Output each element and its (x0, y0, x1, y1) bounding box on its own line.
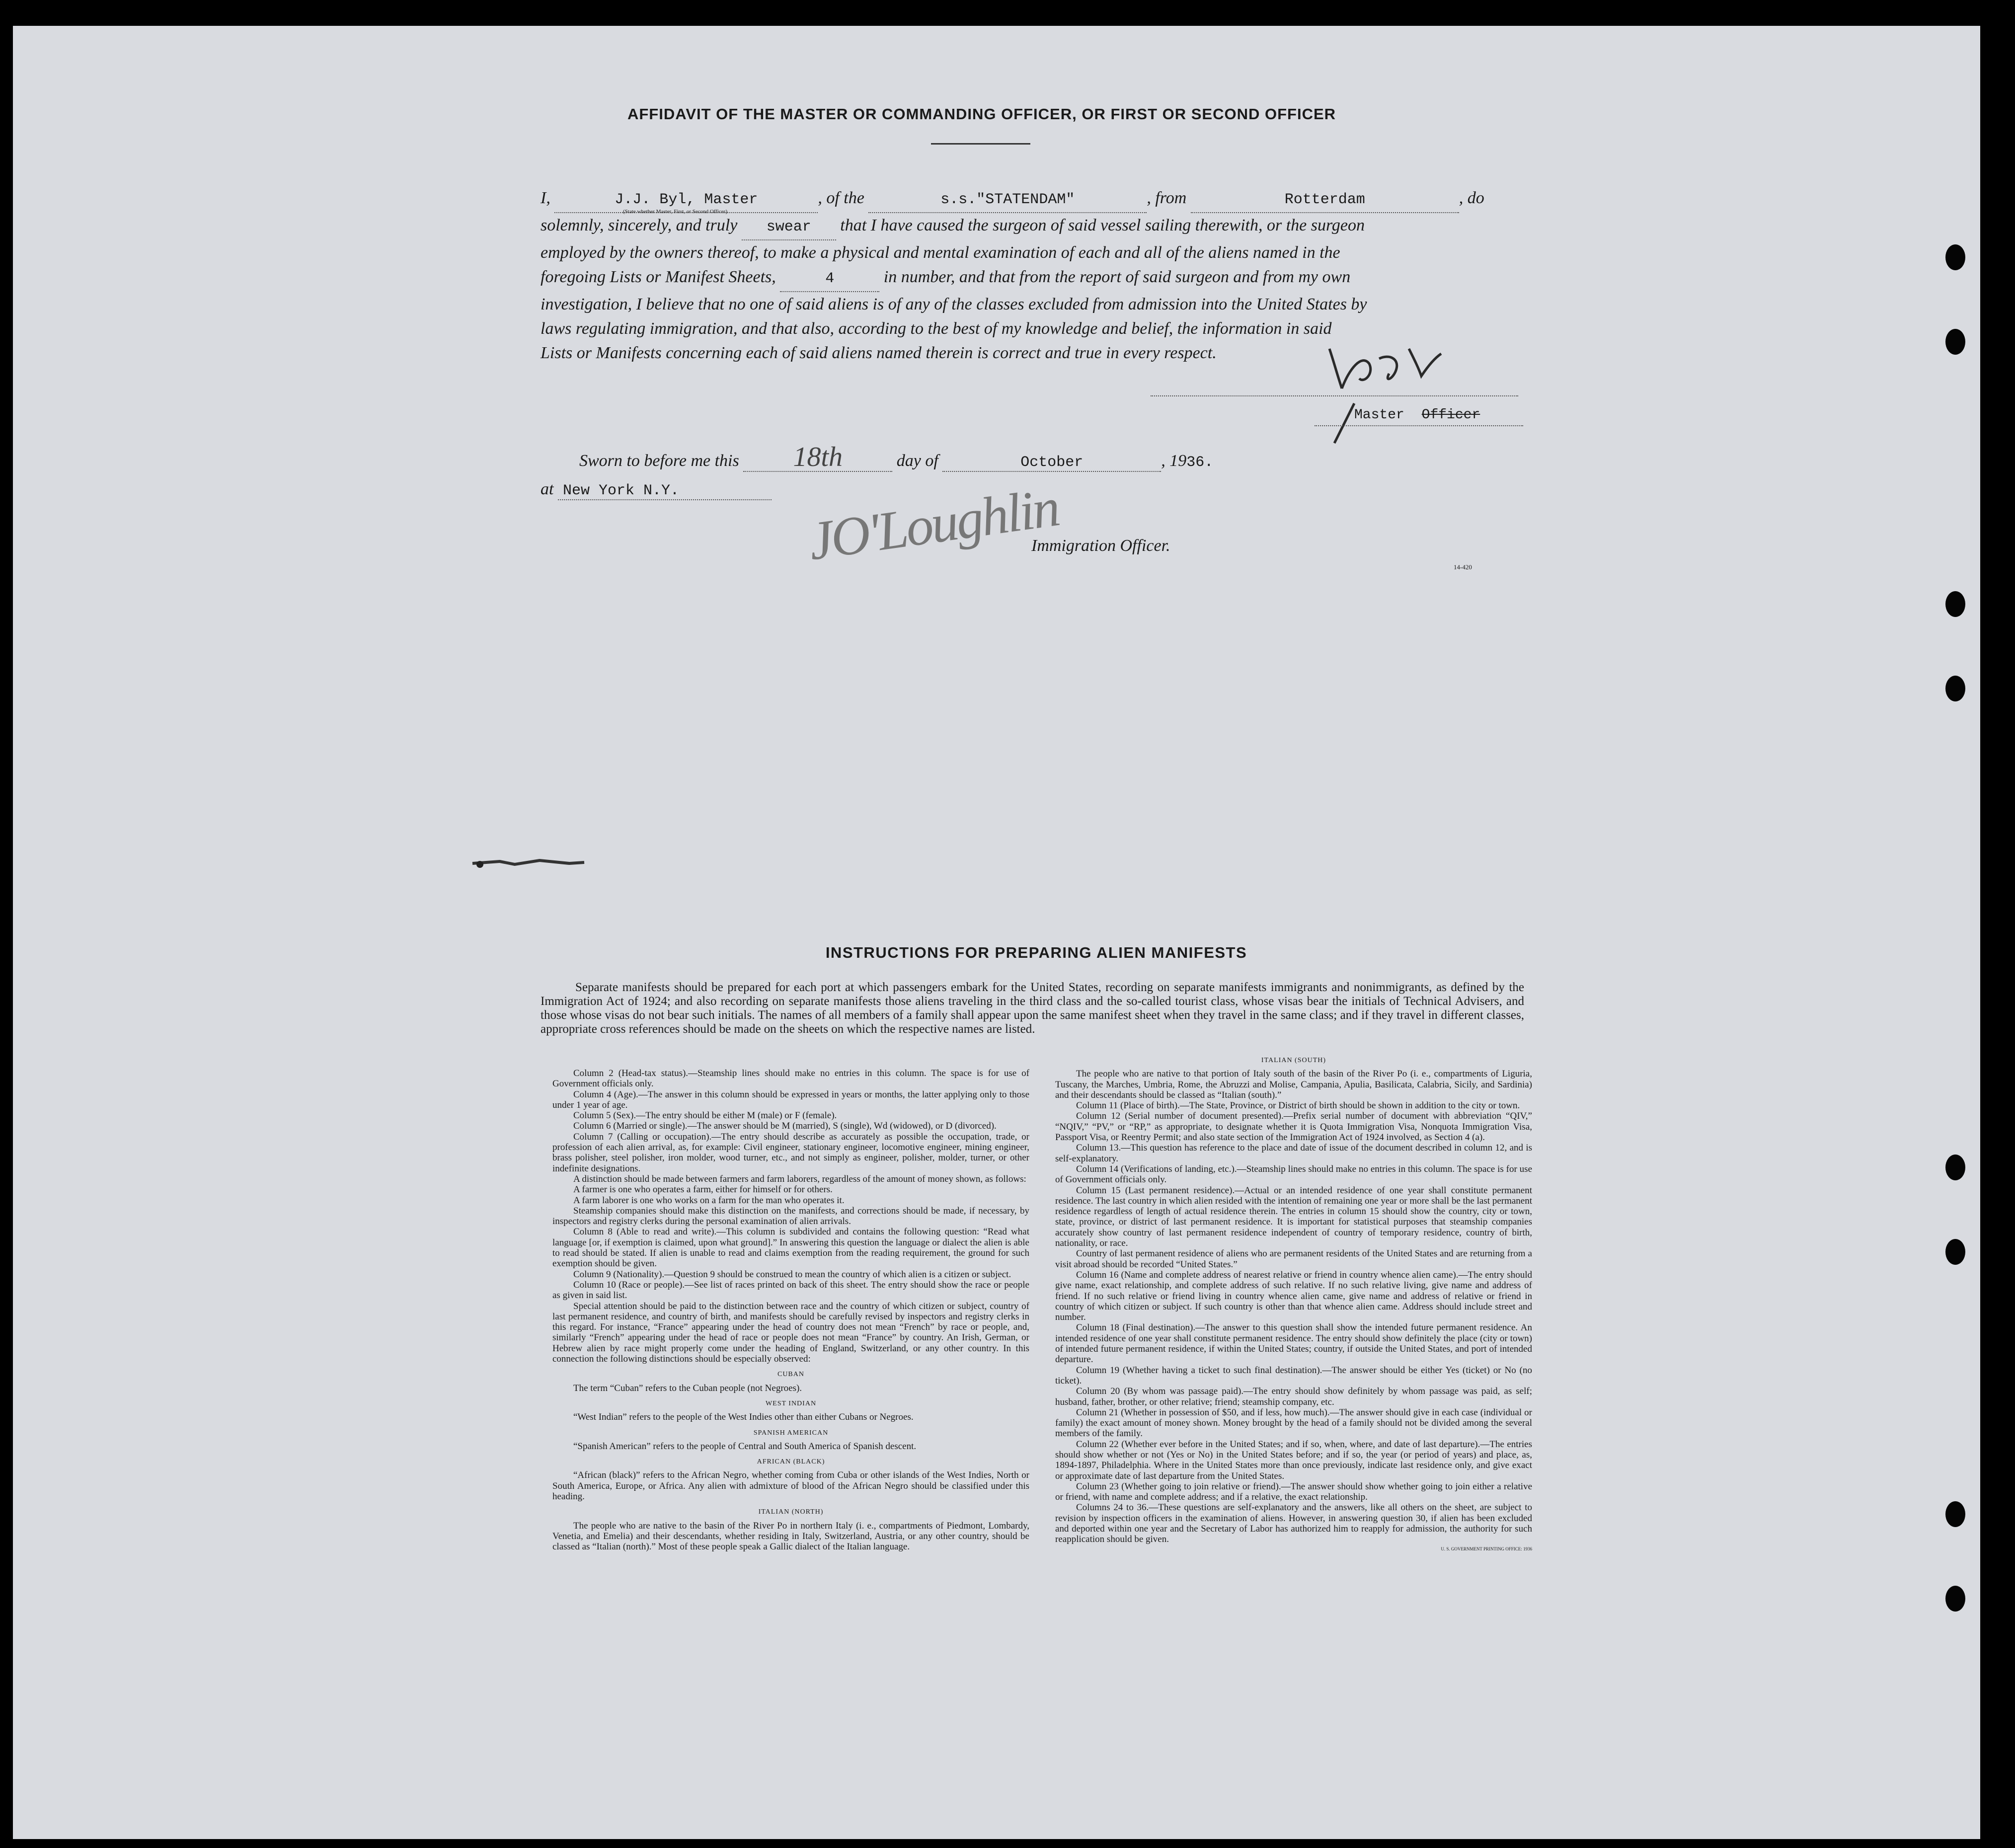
officer-note: (State whether Master, First, or Second Officer) (623, 209, 728, 215)
instruction-paragraph: Column 20 (By whom was passage paid).—The entry should show definitely by whom passage was paid, as self; husband, father, brother, or other relative; friend; steamship company, etc. (1055, 1386, 1532, 1407)
instructions-right-column (1055, 1055, 1532, 1552)
section-heading: WEST INDIAN (765, 1399, 817, 1407)
instruction-paragraph: Column 10 (Race or people).—See list of races printed on back of this sheet. The entry should show the race or people as given in said list. (552, 1279, 1029, 1301)
instruction-paragraph: The people who are native to the basin of the River Po in northern Italy (i. e., compartments of Piedmont, Lombardy, Venetia, and Emelia) and their descendants, whether residing in Italy, Switzerland, Austria, or any other country, should be classed as “Italian (north).” Most of these people speak a Gallic dialect of the Italian language. (552, 1520, 1029, 1552)
officer-name-field: J.J. Byl, Master (554, 188, 818, 213)
instruction-paragraph: Column 13.—This question has reference to the place and date of issue of the document described in column 12, and is self-explanatory. (1055, 1143, 1532, 1164)
at-label: at (541, 480, 554, 498)
instruction-paragraph: Special attention should be paid to the distinction between race and the country of which citizen or subject, country of last permanent residence, and country of birth, and manifests should be carefully revised by inspectors and registry clerks in this regard. For instance, “France” appearing under the head of country does not mean “French” by race or people, and, similarly “French” appearing under the head of race or people does not mean “France” by country. An Irish, German, or Hebrew alien by race might properly come under the heading of England, Switzerland, or any other country. In this connection the following distinctions should be especially observed: (552, 1301, 1029, 1365)
binder-hole (1945, 1586, 1965, 1612)
instruction-paragraph: Column 18 (Final destination).—The answer to this question shall show the intended future permanent residence. An intended residence of one year shall constitute permanent residence. The entry should show definitely the place (city or town) of intended future permanent residence, if within the United States; country, if outside the United States, and port of intended departure. (1055, 1322, 1532, 1365)
sheet-count-field: 4 (780, 267, 879, 292)
year-prefix: , 19 (1161, 452, 1187, 470)
port-field: Rotterdam (1191, 188, 1459, 213)
instruction-paragraph: Column 12 (Serial number of document presented).—Prefix serial number of document with abbreviation “QIV,” “NQIV,” “PV,” or “RP,” as appropriate, to designate whether it is Quota Immigration Visa, Nonquota Immigration Visa, Passport Visa, or Reentry Permit; and also state section of the Immigration Act of 1924 involved, as Section 4 (a). (1055, 1111, 1532, 1143)
instruction-paragraph: Column 2 (Head-tax status).—Steamship lines should make no entries in this column. The space is for use of Government officials only. (552, 1068, 1029, 1089)
section-heading: CUBAN (777, 1371, 804, 1379)
instruction-paragraph: Column 22 (Whether ever before in the United States; and if so, when, where, and date of last departure).—The entries should show whether or not (Yes or No) in the United States before; and if so, the year (or period of years) and place, as, 1894-1897, Philadelphia. Where in the United States more than once previously, indicate last residence only, and give exact or approximate date of last departure from the United States. (1055, 1439, 1532, 1481)
printer-note: U. S. GOVERNMENT PRINTING OFFICE: 1936 (1441, 1546, 1532, 1551)
word-solemnly: solemnly, sincerely, and truly (541, 216, 738, 234)
word-from: , from (1147, 189, 1187, 207)
manifest-sheet (13, 26, 1980, 1839)
affidavit-line: investigation, I believe that no one of said aliens is of any of the classes excluded from admission into the United States by (541, 295, 1367, 313)
officer-struck: Officer (1421, 407, 1480, 423)
instruction-paragraph: A farmer is one who operates a farm, either for himself or for others. (573, 1184, 833, 1195)
binder-hole (1945, 329, 1965, 355)
signature-title (1354, 407, 1480, 423)
instruction-paragraph: Column 21 (Whether in possession of $50, and if less, how much).—The answer should give in each case (individual or family) the exact amount of money shown. Money brought by the head of a family should not be divided among the several members of the family. (1055, 1407, 1532, 1439)
instruction-paragraph: Columns 24 to 36.—These questions are self-explanatory and the answers, like all others on the sheet, are subject to revision by inspection officers in the examination of aliens. However, in answering question 30, if alien has been excluded and deported within one year and the Secretary of Labor has authorized him to reapply for admission, the authority for such reapplication should be given. (1055, 1502, 1532, 1545)
vessel-field: s.s."STATENDAM" (868, 188, 1147, 213)
instruction-paragraph: Column 6 (Married or single).—The answer should be M (married), S (single), Wd (widowed), or D (divorced). (573, 1121, 997, 1132)
instruction-paragraph: Column 8 (Able to read and write).—This column is subdivided and contains the following question: “Read what language [or, if exemption is claimed, upon what ground].” In answering this question the language or dialect the alien is able to read should be stated. If alien is unable to read and claims exemption from the reading requirement, the ground for such exemption should be given. (552, 1227, 1029, 1269)
binder-hole (1945, 1155, 1965, 1180)
word-do: , do (1459, 189, 1484, 207)
section-heading: SPANISH AMERICAN (753, 1429, 829, 1437)
word-i: I, (541, 189, 550, 207)
instruction-paragraph: Column 7 (Calling or occupation).—The entry should describe as accurately as possible the occupation, trade, or profession of each alien arrival, as, for example: Civil engineer, stationary engineer, locomotive engineer, mining engineer, brass polisher, steel polisher, iron molder, wood turner, etc., and not simply as engineer, polisher, molder, turner, or other indefinite designations. (552, 1131, 1029, 1174)
instructions-intro: Separate manifests should be prepared for each port at which passengers embark for the United States, recording on separate manifests immigrants and nonimmigrants, as defined by the Immigration Act of 1924; and also recording on separate manifests those aliens traveling in the third class and the so-called tourist class, whose visas bear the initials of Technical Advisers, and those whose visas do not bear such initials. The names of all members of a family shall appear upon the same manifest sheet when they travel in the same class; and if they travel in different classes, appropriate cross references should be made on the sheets on which the respective names are listed. (541, 981, 1524, 1036)
instructions-title: INSTRUCTIONS FOR PREPARING ALIEN MANIFESTS (825, 944, 1247, 961)
instruction-paragraph: A distinction should be made between farmers and farm laborers, regardless of the amount of money shown, as follows: (573, 1173, 1026, 1184)
oath-word-field: swear (742, 215, 836, 240)
word-of-the: , of the (818, 189, 864, 207)
binder-hole (1945, 1501, 1965, 1527)
instruction-paragraph: Column 4 (Age).—The answer in this column should be expressed in years or months, the latter applying only to those under 1 year of age. (552, 1089, 1029, 1110)
section-heading: ITALIAN (NORTH) (758, 1508, 824, 1516)
immigration-officer-label: Immigration Officer. (1031, 537, 1170, 555)
affidavit-line: employed by the owners thereof, to make a physical and mental examination of each and all of the aliens named in the (541, 243, 1340, 262)
signature-title-line (1315, 424, 1523, 426)
instruction-paragraph: “African (black)” refers to the African Negro, whether coming from Cuba or other islands of the West Indies, North or South America, Europe, or Africa. Any alien with admixture of blood of the African Negro should be classified under this heading. (552, 1470, 1029, 1502)
affidavit-title: AFFIDAVIT OF THE MASTER OR COMMANDING OFFICER, OR FIRST OR SECOND OFFICER (627, 105, 1336, 123)
instruction-paragraph: Column 9 (Nationality).—Question 9 should be construed to mean the country of which alien is a citizen or subject. (573, 1269, 1011, 1280)
ink-smudge (470, 854, 589, 871)
sworn-month-field: October (942, 454, 1161, 472)
master-signature (1315, 329, 1473, 448)
binder-hole (1945, 591, 1965, 617)
affidavit-line: laws regulating immigration, and that also, according to the best of my knowledge and belief, the information in said (541, 319, 1332, 338)
sworn-day-field: 18th (743, 443, 892, 472)
sworn-place-line (541, 480, 772, 500)
instruction-paragraph: Column 11 (Place of birth).—The State, Province, or District of birth should be shown in addition to the city or town. (1076, 1100, 1520, 1111)
affidavit-line (541, 213, 1553, 240)
word-in-number: in number, and that from the report of said surgeon and from my own (883, 268, 1351, 286)
form-number: 14-420 (1454, 563, 1472, 571)
instruction-paragraph: “West Indian” refers to the people of the West Indies other than either Cubans or Negroes. (573, 1412, 914, 1423)
day-of-label: day of (896, 452, 938, 470)
instruction-paragraph: Steamship companies should make this distinction on the manifests, and corrections should be made, if necessary, by inspectors and registry clerks during the personal examination of alien arrivals. (552, 1205, 1029, 1227)
affidavit-line (541, 265, 1553, 292)
sworn-label: Sworn to before me this (579, 452, 739, 470)
instruction-paragraph: Column 5 (Sex).—The entry should be either M (male) or F (female). (573, 1110, 837, 1121)
binder-hole (1945, 676, 1965, 701)
section-heading: ITALIAN (SOUTH) (1261, 1057, 1326, 1064)
word-caused: that I have caused the surgeon of said vessel sailing therewith, or the surgeon (840, 216, 1365, 234)
immigration-officer-signature: JO'Loughlin (804, 476, 1062, 572)
affidavit-line: Lists or Manifests concerning each of said aliens named therein is correct and true in every respect. (541, 344, 1217, 362)
section-heading: AFRICAN (BLACK) (757, 1458, 825, 1466)
word-foregoing: foregoing Lists or Manifest Sheets, (541, 268, 776, 286)
binder-hole (1945, 1239, 1965, 1265)
instruction-paragraph: Column 15 (Last permanent residence).—Actual or an intended residence of one year shall constitute permanent residence. The last country in which alien resided with the intention of remaining one year or more shall be the last permanent residence regardless of length of actual residence therein. The entries in column 15 should show the country, city or town, state, province, or district of last permanent residence. It is important for statistical purposes that steamship companies accurately show country of last permanent residence independent of country of temporary residence, country of birth, nationality, or race. (1055, 1185, 1532, 1249)
instruction-paragraph: “Spanish American” refers to the people of Central and South America of Spanish descent. (573, 1441, 917, 1452)
instruction-paragraph: Column 19 (Whether having a ticket to such final destination).—The answer should be either Yes (ticket) or No (no ticket). (1055, 1365, 1532, 1386)
instruction-paragraph: Column 14 (Verifications of landing, etc.).—Steamship lines should make no entries in this column. The space is for use of Government officials only. (1055, 1163, 1532, 1185)
instruction-paragraph: Country of last permanent residence of aliens who are permanent residents of the United States and are returning from a visit abroad should be recorded “United States.” (1055, 1248, 1532, 1270)
sworn-year: 36. (1186, 454, 1214, 471)
instruction-paragraph: Column 16 (Name and complete address of nearest relative or friend in country whence alien came).—The entry should give name, exact relationship, and complete address of such relative. If no such relative living, give name and address of friend. If no such relative or friend living in country whence alien came, give name and address of relative or friend in country of which citizen or subject. If such country is other than that whence alien came. Address should include street and number. (1055, 1269, 1532, 1323)
sworn-line (579, 443, 1213, 472)
title-rule (931, 143, 1030, 145)
signature-line (1151, 394, 1518, 396)
instruction-paragraph: The term “Cuban” refers to the Cuban people (not Negroes). (573, 1383, 802, 1393)
instruction-paragraph: The people who are native to that portion of Italy south of the basin of the River Po (i. e., compartments of Liguria, Tuscany, the Marches, Umbria, Rome, the Abruzzi and Molise, Campania, Apulia, Basilicata, Calabria, Sicily, and Sardinia) and their descendants should be classed as “Italian (south).” (1055, 1069, 1532, 1100)
master-title: Master (1354, 407, 1404, 423)
binder-hole (1945, 244, 1965, 270)
instruction-paragraph: A farm laborer is one who works on a farm for the man who operates it. (573, 1195, 845, 1206)
instruction-paragraph: Column 23 (Whether going to join relative or friend).—The answer should show whether going to join either a relative or friend, with name and complete address; and if a relative, the exact relationship. (1055, 1481, 1532, 1503)
instructions-left-column (552, 1068, 1029, 1552)
sworn-place-field: New York N.Y. (558, 482, 772, 500)
